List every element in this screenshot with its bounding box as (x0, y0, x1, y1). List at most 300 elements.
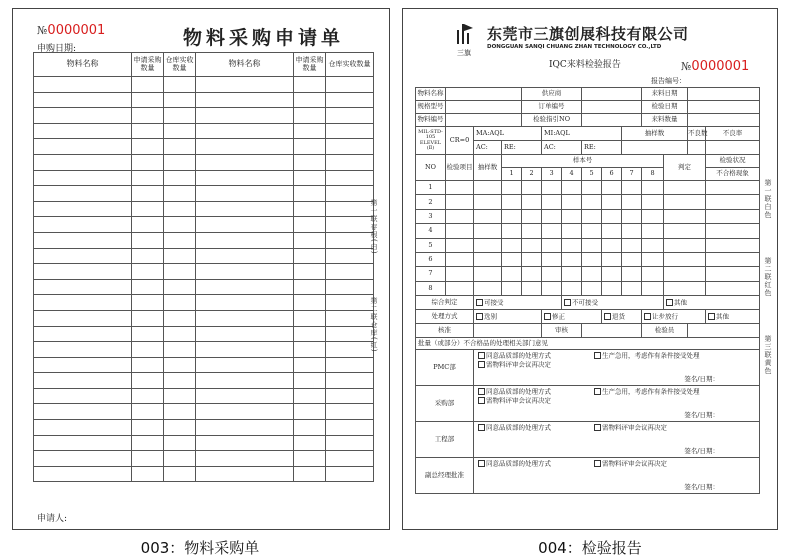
info-value[interactable] (688, 114, 760, 127)
table-cell[interactable] (326, 170, 374, 186)
info-value[interactable] (688, 101, 760, 114)
table-cell[interactable] (474, 195, 502, 209)
table-row (34, 92, 374, 108)
info-value[interactable] (582, 101, 642, 114)
table-cell[interactable] (196, 139, 294, 155)
checkbox[interactable] (478, 352, 485, 359)
table-cell[interactable] (446, 181, 474, 195)
table-cell[interactable] (664, 281, 706, 295)
table-cell[interactable] (664, 252, 706, 266)
table-cell[interactable] (642, 281, 664, 295)
table-cell[interactable] (642, 224, 664, 238)
table-cell[interactable] (132, 139, 164, 155)
table-cell[interactable] (164, 295, 196, 311)
table-cell[interactable] (132, 232, 164, 248)
purchase-table (33, 52, 374, 482)
info-value[interactable] (446, 114, 522, 127)
table-cell[interactable] (582, 181, 602, 195)
table-cell[interactable] (582, 252, 602, 266)
table-cell[interactable] (34, 217, 132, 233)
table-cell[interactable] (502, 224, 522, 238)
checkbox[interactable] (478, 388, 485, 395)
table-cell[interactable] (706, 195, 760, 209)
checkbox[interactable] (478, 460, 485, 467)
checkbox[interactable] (478, 397, 485, 404)
table-cell[interactable] (34, 92, 132, 108)
table-cell[interactable] (326, 186, 374, 202)
table-cell[interactable] (34, 404, 132, 420)
table-cell[interactable] (34, 186, 132, 202)
report-title: IQC来料检验报告 (549, 60, 621, 70)
table-cell[interactable] (164, 201, 196, 217)
table-cell[interactable] (132, 295, 164, 311)
table-cell[interactable] (642, 267, 664, 281)
dept-name: PMC部 (416, 350, 474, 386)
table-cell[interactable] (522, 195, 542, 209)
table-cell[interactable] (196, 186, 294, 202)
table-cell[interactable] (132, 186, 164, 202)
table-cell[interactable] (164, 154, 196, 170)
table-cell[interactable] (34, 264, 132, 280)
table-cell[interactable] (582, 281, 602, 295)
table-cell[interactable] (522, 224, 542, 238)
table-cell[interactable] (622, 224, 642, 238)
table-cell[interactable] (196, 388, 294, 404)
col-header: 物料名称 (34, 53, 132, 77)
table-cell[interactable] (326, 357, 374, 373)
table-cell[interactable] (326, 232, 374, 248)
table-cell[interactable] (706, 238, 760, 252)
table-cell[interactable] (294, 232, 326, 248)
table-cell[interactable] (326, 264, 374, 280)
table-cell[interactable] (522, 252, 542, 266)
table-cell[interactable] (522, 181, 542, 195)
table-cell[interactable] (164, 77, 196, 93)
table-cell[interactable] (294, 170, 326, 186)
table-cell[interactable] (132, 279, 164, 295)
table-cell[interactable] (474, 209, 502, 223)
info-value[interactable] (582, 88, 642, 101)
table-cell[interactable] (326, 123, 374, 139)
checkbox[interactable] (594, 388, 601, 395)
table-cell[interactable] (196, 108, 294, 124)
table-cell[interactable] (34, 373, 132, 389)
checkbox[interactable] (564, 299, 571, 306)
table-cell[interactable] (622, 209, 642, 223)
table-cell[interactable] (522, 267, 542, 281)
table-cell[interactable] (164, 186, 196, 202)
table-cell[interactable] (326, 108, 374, 124)
table-cell[interactable] (502, 267, 522, 281)
row-number: 6 (416, 252, 446, 266)
table-cell[interactable] (196, 201, 294, 217)
table-cell[interactable] (326, 139, 374, 155)
table-cell[interactable] (562, 267, 582, 281)
table-cell[interactable] (542, 281, 562, 295)
table-cell[interactable] (34, 326, 132, 342)
table-row (34, 373, 374, 389)
sample-no-header: 样本号 (502, 155, 664, 168)
table-cell[interactable] (132, 123, 164, 139)
table-cell[interactable] (664, 181, 706, 195)
table-cell[interactable] (132, 404, 164, 420)
table-cell[interactable] (474, 252, 502, 266)
table-cell[interactable] (132, 451, 164, 467)
table-cell[interactable] (34, 248, 132, 264)
table-cell[interactable] (582, 195, 602, 209)
table-cell[interactable] (132, 388, 164, 404)
table-cell[interactable] (132, 435, 164, 451)
table-cell[interactable] (132, 248, 164, 264)
table-cell[interactable] (164, 248, 196, 264)
table-cell[interactable] (294, 326, 326, 342)
table-cell[interactable] (164, 357, 196, 373)
table-cell[interactable] (196, 264, 294, 280)
table-cell[interactable] (132, 201, 164, 217)
table-cell[interactable] (196, 326, 294, 342)
table-cell[interactable] (164, 388, 196, 404)
table-cell[interactable] (34, 295, 132, 311)
table-cell[interactable] (582, 224, 602, 238)
table-cell[interactable] (196, 232, 294, 248)
table-cell[interactable] (294, 295, 326, 311)
table-cell[interactable] (34, 279, 132, 295)
info-value[interactable] (582, 114, 642, 127)
table-cell[interactable] (326, 420, 374, 436)
checkbox[interactable] (594, 460, 601, 467)
table-cell[interactable] (164, 420, 196, 436)
checkbox[interactable] (476, 313, 483, 320)
table-cell[interactable] (294, 420, 326, 436)
table-cell[interactable] (622, 267, 642, 281)
table-cell[interactable] (502, 238, 522, 252)
table-cell[interactable] (294, 154, 326, 170)
table-cell[interactable] (542, 195, 562, 209)
table-cell[interactable] (164, 217, 196, 233)
table-cell[interactable] (706, 281, 760, 295)
table-cell[interactable] (294, 201, 326, 217)
table-cell[interactable] (196, 77, 294, 93)
table-row (34, 123, 374, 139)
info-value[interactable] (688, 88, 760, 101)
sample-row (416, 224, 760, 238)
table-cell[interactable] (164, 108, 196, 124)
table-cell[interactable] (664, 267, 706, 281)
table-cell[interactable] (196, 217, 294, 233)
table-cell[interactable] (294, 388, 326, 404)
table-cell[interactable] (294, 264, 326, 280)
info-value[interactable] (446, 88, 522, 101)
table-cell[interactable] (196, 248, 294, 264)
table-cell[interactable] (164, 326, 196, 342)
table-cell[interactable] (446, 281, 474, 295)
table-cell[interactable] (326, 279, 374, 295)
table-cell[interactable] (164, 373, 196, 389)
table-cell[interactable] (326, 451, 374, 467)
table-cell[interactable] (164, 264, 196, 280)
table-cell[interactable] (542, 238, 562, 252)
table-cell[interactable] (642, 238, 664, 252)
table-cell[interactable] (582, 209, 602, 223)
re-label: RE: (502, 141, 542, 155)
table-cell[interactable] (294, 217, 326, 233)
checkbox[interactable] (478, 424, 485, 431)
table-cell[interactable] (542, 224, 562, 238)
table-cell[interactable] (622, 281, 642, 295)
table-cell[interactable] (196, 404, 294, 420)
table-cell[interactable] (326, 466, 374, 482)
judge-header: 判定 (664, 155, 706, 181)
checkbox[interactable] (594, 352, 601, 359)
table-cell[interactable] (132, 373, 164, 389)
info-value[interactable] (446, 101, 522, 114)
table-cell[interactable] (602, 195, 622, 209)
table-cell[interactable] (34, 466, 132, 482)
table-cell[interactable] (562, 209, 582, 223)
table-cell[interactable] (196, 170, 294, 186)
table-cell[interactable] (196, 154, 294, 170)
table-cell[interactable] (502, 181, 522, 195)
table-cell[interactable] (522, 209, 542, 223)
table-cell[interactable] (622, 238, 642, 252)
table-cell[interactable] (34, 201, 132, 217)
table-cell[interactable] (542, 267, 562, 281)
table-cell[interactable] (446, 195, 474, 209)
table-cell[interactable] (164, 232, 196, 248)
table-cell[interactable] (196, 310, 294, 326)
table-cell[interactable] (132, 217, 164, 233)
table-cell[interactable] (326, 342, 374, 358)
table-cell[interactable] (326, 92, 374, 108)
table-cell[interactable] (34, 420, 132, 436)
table-cell[interactable] (602, 281, 622, 295)
table-cell[interactable] (164, 310, 196, 326)
checkbox[interactable] (594, 424, 601, 431)
table-cell[interactable] (562, 181, 582, 195)
table-row (34, 248, 374, 264)
table-cell[interactable] (326, 154, 374, 170)
table-cell[interactable] (34, 154, 132, 170)
table-cell[interactable] (294, 466, 326, 482)
table-cell[interactable] (326, 404, 374, 420)
table-cell[interactable] (132, 326, 164, 342)
table-cell[interactable] (562, 195, 582, 209)
table-cell[interactable] (326, 77, 374, 93)
table-cell[interactable] (164, 170, 196, 186)
table-cell[interactable] (34, 342, 132, 358)
table-cell[interactable] (196, 451, 294, 467)
table-cell[interactable] (446, 238, 474, 252)
table-cell[interactable] (34, 310, 132, 326)
table-cell[interactable] (326, 201, 374, 217)
table-cell[interactable] (622, 252, 642, 266)
table-cell[interactable] (164, 92, 196, 108)
table-cell[interactable] (602, 209, 622, 223)
table-cell[interactable] (706, 209, 760, 223)
table-cell[interactable] (34, 357, 132, 373)
table-cell[interactable] (294, 248, 326, 264)
table-cell[interactable] (164, 139, 196, 155)
table-cell[interactable] (502, 281, 522, 295)
dept-opinion (474, 458, 760, 494)
table-cell[interactable] (602, 267, 622, 281)
table-cell[interactable] (34, 435, 132, 451)
checkbox[interactable] (604, 313, 611, 320)
table-cell[interactable] (706, 224, 760, 238)
table-cell[interactable] (642, 181, 664, 195)
table-cell[interactable] (474, 238, 502, 252)
table-cell[interactable] (294, 404, 326, 420)
table-cell[interactable] (326, 248, 374, 264)
table-cell[interactable] (446, 252, 474, 266)
table-cell[interactable] (326, 295, 374, 311)
table-cell[interactable] (502, 195, 522, 209)
table-cell[interactable] (562, 238, 582, 252)
table-cell[interactable] (562, 224, 582, 238)
table-cell[interactable] (622, 181, 642, 195)
checkbox[interactable] (478, 361, 485, 368)
table-cell[interactable] (196, 92, 294, 108)
table-cell[interactable] (294, 451, 326, 467)
table-cell[interactable] (34, 139, 132, 155)
table-cell[interactable] (562, 252, 582, 266)
table-cell[interactable] (642, 252, 664, 266)
table-cell[interactable] (196, 420, 294, 436)
table-cell[interactable] (132, 108, 164, 124)
table-cell[interactable] (34, 451, 132, 467)
table-cell[interactable] (132, 420, 164, 436)
table-cell[interactable] (294, 310, 326, 326)
table-cell[interactable] (196, 342, 294, 358)
table-cell[interactable] (664, 224, 706, 238)
table-cell[interactable] (542, 209, 562, 223)
table-cell[interactable] (164, 342, 196, 358)
table-cell[interactable] (642, 195, 664, 209)
table-cell[interactable] (706, 267, 760, 281)
table-cell[interactable] (294, 357, 326, 373)
table-cell[interactable] (522, 281, 542, 295)
table-cell[interactable] (294, 139, 326, 155)
table-cell[interactable] (164, 279, 196, 295)
table-cell[interactable] (132, 264, 164, 280)
sample-col: 7 (622, 168, 642, 181)
table-cell[interactable] (132, 92, 164, 108)
table-cell[interactable] (34, 108, 132, 124)
table-cell[interactable] (294, 108, 326, 124)
checkbox[interactable] (544, 313, 551, 320)
table-cell[interactable] (326, 373, 374, 389)
option-label: 同意品质部的处理方式 (486, 423, 551, 432)
table-cell[interactable] (196, 466, 294, 482)
table-cell[interactable] (196, 357, 294, 373)
table-cell[interactable] (582, 238, 602, 252)
table-cell[interactable] (326, 310, 374, 326)
table-cell[interactable] (622, 195, 642, 209)
table-cell[interactable] (474, 224, 502, 238)
report-no-label: 报告编号： (651, 77, 686, 85)
table-cell[interactable] (132, 342, 164, 358)
table-cell[interactable] (164, 435, 196, 451)
table-cell[interactable] (446, 209, 474, 223)
table-cell[interactable] (164, 466, 196, 482)
table-cell[interactable] (164, 404, 196, 420)
table-cell[interactable] (664, 195, 706, 209)
checkbox[interactable] (666, 299, 673, 306)
table-cell[interactable] (34, 123, 132, 139)
table-cell[interactable] (294, 373, 326, 389)
table-cell[interactable] (326, 326, 374, 342)
table-cell[interactable] (602, 181, 622, 195)
table-cell[interactable] (34, 77, 132, 93)
table-cell[interactable] (602, 224, 622, 238)
table-cell[interactable] (602, 252, 622, 266)
table-cell[interactable] (446, 224, 474, 238)
table-cell[interactable] (582, 267, 602, 281)
ac-label: AC: (474, 141, 502, 155)
table-cell[interactable] (196, 373, 294, 389)
table-cell[interactable] (294, 435, 326, 451)
table-cell[interactable] (502, 252, 522, 266)
table-cell[interactable] (34, 232, 132, 248)
option-label: 同意品质部的处理方式 (486, 459, 551, 468)
table-cell[interactable] (132, 357, 164, 373)
table-cell[interactable] (164, 451, 196, 467)
table-cell[interactable] (132, 154, 164, 170)
table-cell[interactable] (294, 123, 326, 139)
table-cell[interactable] (294, 92, 326, 108)
option (594, 460, 667, 468)
table-cell[interactable] (664, 238, 706, 252)
table-cell[interactable] (294, 77, 326, 93)
table-cell[interactable] (164, 123, 196, 139)
table-cell[interactable] (542, 252, 562, 266)
table-cell[interactable] (196, 279, 294, 295)
table-cell[interactable] (294, 186, 326, 202)
table-cell[interactable] (294, 342, 326, 358)
table-cell[interactable] (326, 435, 374, 451)
table-cell[interactable] (132, 77, 164, 93)
checkbox[interactable] (476, 299, 483, 306)
table-cell[interactable] (522, 238, 542, 252)
defect-count-label: 不良数 (688, 127, 706, 141)
table-cell[interactable] (706, 181, 760, 195)
checkbox[interactable] (708, 313, 715, 320)
table-cell[interactable] (474, 281, 502, 295)
table-cell[interactable] (562, 281, 582, 295)
table-cell[interactable] (294, 279, 326, 295)
table-cell[interactable] (706, 252, 760, 266)
table-cell[interactable] (664, 209, 706, 223)
table-cell[interactable] (196, 295, 294, 311)
table-cell[interactable] (196, 123, 294, 139)
checkbox[interactable] (644, 313, 651, 320)
table-cell[interactable] (132, 466, 164, 482)
table-cell[interactable] (326, 388, 374, 404)
table-cell[interactable] (474, 181, 502, 195)
table-cell[interactable] (132, 170, 164, 186)
table-cell[interactable] (474, 267, 502, 281)
table-cell[interactable] (132, 310, 164, 326)
table-cell[interactable] (502, 209, 522, 223)
table-cell[interactable] (326, 217, 374, 233)
table-cell[interactable] (196, 435, 294, 451)
table-cell[interactable] (602, 238, 622, 252)
table-cell[interactable] (446, 267, 474, 281)
table-cell[interactable] (642, 209, 664, 223)
table-cell[interactable] (34, 170, 132, 186)
table-cell[interactable] (542, 181, 562, 195)
table-cell[interactable] (34, 388, 132, 404)
